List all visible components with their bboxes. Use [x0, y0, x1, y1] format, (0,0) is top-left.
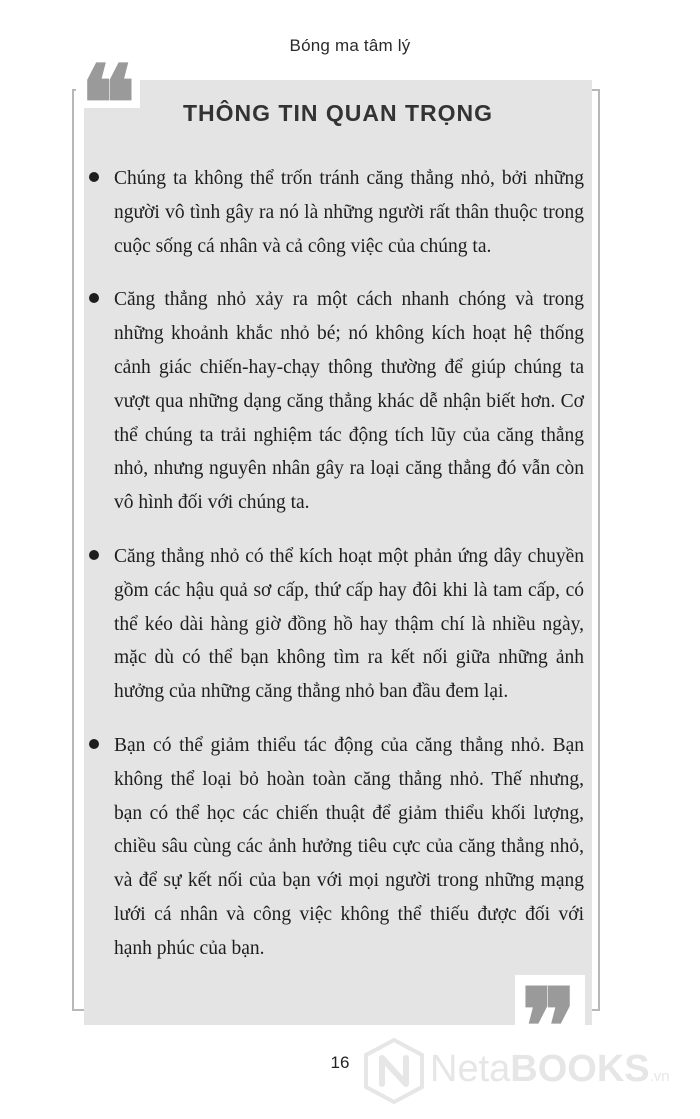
bullet-icon: [89, 172, 99, 182]
callout-title: THÔNG TIN QUAN TRỌNG: [182, 100, 494, 126]
watermark-brand-neta: Neta: [430, 1048, 511, 1090]
bullet-icon: [89, 293, 99, 303]
list-item: [84, 540, 592, 709]
list-item: [84, 729, 592, 966]
list-item-text: Bạn có thể giảm thiểu tác động của căng thẳng nhỏ. Bạn không thể loại bỏ hoàn toàn căng thẳng nhỏ. Thế nhưng, bạn có thể học các chiến thuật để giảm thiểu khối lượng, chiều sâu cùng các ảnh hưởng tiêu cực của căng thẳng nhỏ, và để sự kết nối của bạn với mọi người trong những mạng lưới cá nhân và công việc không thể thiếu được đối với hạnh phúc của bạn.: [114, 734, 584, 959]
bullet-icon: [89, 550, 99, 560]
netabooks-logo-icon: [362, 1038, 426, 1104]
watermark-brand-books: BOOKS: [510, 1048, 650, 1090]
running-header: Bóng ma tâm lý: [289, 36, 411, 55]
watermark-brand: [430, 1048, 670, 1091]
list-item-text: Chúng ta không thể trốn tránh căng thẳng nhỏ, bởi những người vô tình gây ra nó là những người rất thân thuộc trong cuộc sống cá nhân và cả công việc của chúng ta.: [114, 168, 584, 257]
watermark-brand-tld: .vn: [649, 1068, 670, 1085]
list-item-text: Căng thẳng nhỏ có thể kích hoạt một phản ứng dây chuyền gồm các hậu quả sơ cấp, thứ cấp hay đôi khi là tam cấp, có thể kéo dài hàng giờ đồng hồ hay thậm chí là nhiều ngày, mặc dù có thể bạn không tìm ra kết nối giữa những ảnh hưởng của những căng thẳng nhỏ ban đầu đem lại.: [114, 545, 584, 703]
key-points-list: [84, 162, 592, 986]
watermark: [362, 1034, 692, 1110]
bullet-icon: [89, 739, 99, 749]
list-item-text: Căng thẳng nhỏ xảy ra một cách nhanh chóng và trong những khoảnh khắc nhỏ bé; nó không kích hoạt hệ thống cảnh giác chiến-hay-chạy thông thường để giúp chúng ta vượt qua những dạng căng thẳng khác dễ nhận biết hơn. Cơ thể chúng ta trải nghiệm tác động tích lũy của căng thẳng nhỏ, nhưng nguyên nhân gây ra loại căng thẳng đó vẫn còn vô hình đối với chúng ta.: [114, 289, 584, 514]
page-number: 16: [330, 1053, 350, 1072]
list-item: [84, 162, 592, 263]
list-item: [84, 283, 592, 520]
